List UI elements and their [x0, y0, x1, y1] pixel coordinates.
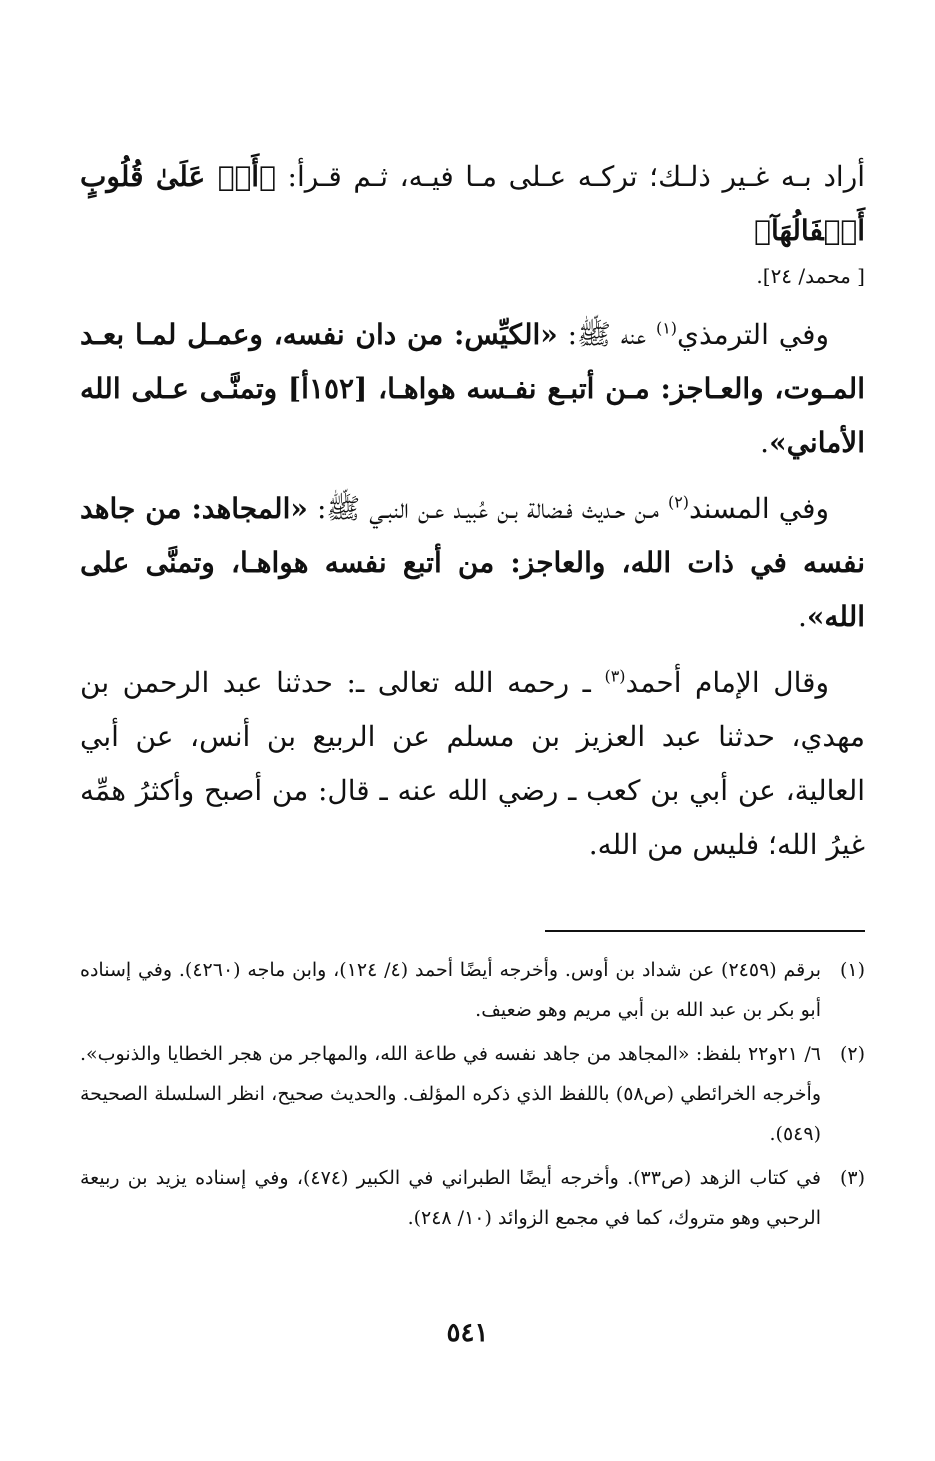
- footnote-ref-2[interactable]: (٢): [667, 492, 690, 512]
- paragraph-4-rest: ـ رحمه الله تعالى ـ: حدثنا عبد الرحمن بن مهدي، حدثنا عبد العزيز بن مسلم عن الربيع بن أنس، عن أبي العالية، عن أبي بن كعب ـ رضي الله عنه ـ قال: من أصبح وأكثرُ همِّه غيرُ الله؛ فليس من الله.: [80, 666, 865, 861]
- footnote-ref-3[interactable]: (٣): [604, 666, 626, 686]
- footnote-text: في كتاب الزهد (ص٣٣). وأخرجه أيضًا الطبراني في الكبير (٤٧٤)، وفي إسناده يزيد بن ربيعة الرحبي وهو متروك، كما في مجمع الزوائد (١٠/ ٢٤٨).: [80, 1167, 822, 1229]
- paragraph-3-mid: مـن حـديث فـضالة بـن عُبيـد عـن النبـي ﷺ:: [307, 492, 668, 525]
- footnote-text: ٦/ ٢١و٢٢ بلفظ: «المجاهد من جاهد نفسه في طاعة الله، والمهاجر من هجر الخطايا والذنوب». وأخرجه الخرائطي (ص٥٨) باللفظ الذي ذكره المؤلف. والحديث صحيح، انظر السلسلة الصحيحة (٥٤٩).: [80, 1043, 821, 1145]
- paragraph-3-lead: وفي المسند: [689, 492, 829, 525]
- hadith-quote-2: «المجاهد: من جاهد نفسه في ذات الله، والعاجز: من أتبع نفسه هواهـا، وتمنَّى على الله»: [80, 492, 865, 633]
- footnote-ref-1[interactable]: (١): [655, 318, 678, 338]
- page-number: ٥٤١: [446, 1318, 489, 1348]
- footnote-item: [80, 950, 865, 1030]
- paragraph-1-text: أراد بـه غـير ذلـك؛ تركـه عـلى مـا فيـه، ثـم قـرأ:: [275, 160, 865, 193]
- paragraph-3-end: .: [798, 600, 807, 633]
- footnote-separator: [545, 930, 865, 932]
- page-body: [80, 150, 865, 1242]
- footnote-number: (٢): [839, 1043, 865, 1065]
- paragraph-1: [80, 150, 865, 296]
- hadith-quote-1: «الكيِّس: من دان نفسه، وعمـل لمـا بعـد المـوت، والعـاجز: مـن أتبـع نفـسه هواهـا، [١٥٢أ] وتمنَّـى عـلى الله الأماني»: [80, 318, 865, 459]
- paragraph-3: [80, 482, 865, 644]
- paragraph-2-lead: وفي الترمذي: [677, 318, 829, 351]
- footnotes: [80, 950, 865, 1238]
- paragraph-2-mid: عنه ﷺ:: [557, 318, 656, 351]
- footnote-item: [80, 1034, 865, 1154]
- paragraph-4-lead: وقال الإمام أحمد: [625, 666, 830, 699]
- paragraph-4: [80, 656, 865, 872]
- paragraph-2: [80, 308, 865, 470]
- footnote-item: [80, 1158, 865, 1238]
- paragraph-2-end: .: [760, 426, 770, 459]
- quran-verse: ﴿أَمۡ عَلَىٰ قُلُوبٍ أَقۡفَالُهَآ﴾: [80, 160, 865, 247]
- main-text: [80, 150, 865, 872]
- verse-citation: [ محمد/ ٢٤].: [756, 264, 865, 288]
- footnote-number: (١): [839, 959, 865, 981]
- footnote-number: (٣): [839, 1167, 865, 1189]
- footnote-text: برقم (٢٤٥٩) عن شداد بن أوس. وأخرجه أيضًا أحمد (٤/ ١٢٤)، وابن ماجه (٤٢٦٠). وفي إسناده أبو بكر بن عبد الله بن أبي مريم وهو ضعيف.: [80, 959, 822, 1021]
